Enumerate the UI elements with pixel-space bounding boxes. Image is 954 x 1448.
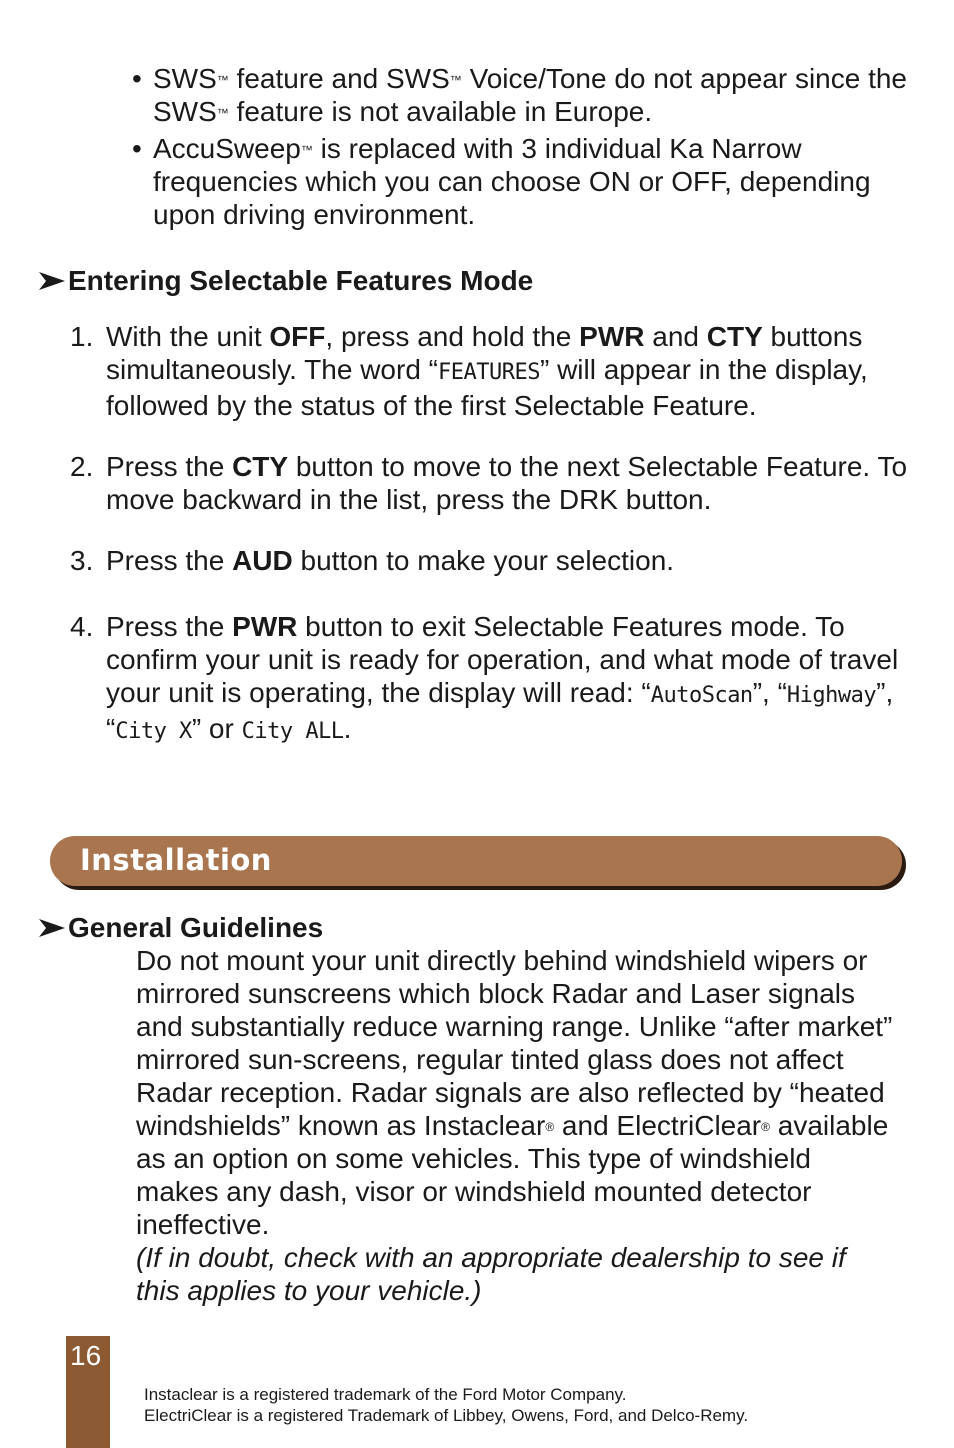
trademark-symbol: ™ bbox=[216, 73, 229, 87]
section-heading bbox=[38, 911, 323, 944]
bold-term: AUD bbox=[232, 545, 293, 576]
registered-symbol: ® bbox=[761, 1120, 770, 1134]
step-number: 1. bbox=[70, 321, 94, 352]
bullet-item bbox=[132, 132, 932, 231]
text-run: is replaced with 3 individual Ka Narrow frequencies which you can choose ON or OFF, depending upon driving environment. bbox=[153, 133, 871, 230]
text-run: ” will appear in the display, followed by the status of the first Selectable Feature. bbox=[106, 354, 868, 421]
trademark-symbol: ™ bbox=[300, 143, 313, 157]
bold-term: CTY bbox=[706, 321, 763, 352]
trademark-symbol: ™ bbox=[216, 106, 229, 120]
step-item bbox=[70, 610, 910, 748]
step-item bbox=[70, 450, 910, 516]
arrowhead-icon bbox=[38, 264, 68, 297]
step-number: 4. bbox=[70, 611, 94, 642]
section-heading bbox=[38, 264, 533, 297]
text-run: , press and hold the bbox=[325, 321, 580, 352]
text-run: button to move to the next Selectable Feature. To move backward in the list, press the DRK button. bbox=[106, 451, 908, 515]
bold-term: OFF bbox=[269, 321, 326, 352]
text-run: Press the bbox=[106, 545, 233, 576]
italic-note: (If in doubt, check with an appropriate dealership to see if this applies to your vehicle.) bbox=[136, 1242, 846, 1306]
page-number-tab bbox=[66, 1336, 110, 1448]
bullet-list bbox=[132, 62, 932, 235]
display-text: AutoScan bbox=[650, 683, 753, 708]
text-run: Press the bbox=[106, 451, 233, 482]
bullet-marker: • bbox=[132, 63, 142, 94]
arrowhead-icon bbox=[38, 911, 68, 944]
text-run: and ElectriClear bbox=[554, 1110, 762, 1141]
bullet-marker: • bbox=[132, 133, 142, 164]
text-run: Do not mount your unit directly behind windshield wipers or mirrored sunscreens which block Radar and Laser signals and substantially reduce warning range. Unlike “after market” mirrored sun-screens, regular tinted glass does not affect Radar reception. Radar signals are also reflected by “heated windshields” known as Instaclear bbox=[136, 945, 893, 1141]
banner-title: Installation bbox=[80, 843, 272, 877]
text-run: available as an option on some vehicles. This type of windshield makes any dash, visor or windshield mounted detector ineffective. bbox=[136, 1110, 889, 1240]
section-heading-text: Entering Selectable Features Mode bbox=[68, 265, 534, 296]
text-run: ”, “ bbox=[106, 677, 894, 744]
text-run: With the unit bbox=[106, 321, 270, 352]
text-run: feature and SWS bbox=[228, 63, 450, 94]
page-number: 16 bbox=[70, 1340, 102, 1371]
text-run: and bbox=[644, 321, 707, 352]
steps-list bbox=[70, 320, 910, 748]
step-number: 3. bbox=[70, 545, 94, 576]
bold-term: CTY bbox=[232, 451, 289, 482]
section-heading-text: General Guidelines bbox=[68, 912, 324, 943]
bullet-item bbox=[132, 62, 932, 128]
text-run: button to exit Selectable Features mode. To confirm your unit is ready for operation, and what mode of travel your unit is operating, the display will read: “ bbox=[106, 611, 899, 708]
text-run: Voice/Tone do not appear since the SWS bbox=[153, 63, 908, 127]
text-run: Press the bbox=[106, 611, 233, 642]
trademark-symbol: ™ bbox=[449, 73, 462, 87]
bold-term: PWR bbox=[579, 321, 645, 352]
footnotes bbox=[144, 1384, 934, 1426]
footnote: Instaclear is a registered trademark of the Ford Motor Company. bbox=[144, 1385, 627, 1404]
text-run: feature is not available in Europe. bbox=[228, 96, 653, 127]
step-item bbox=[70, 320, 910, 422]
step-number: 2. bbox=[70, 451, 94, 482]
text-run: AccuSweep bbox=[153, 133, 301, 164]
bold-term: PWR bbox=[232, 611, 298, 642]
display-text: Highway bbox=[786, 683, 877, 708]
step-item bbox=[70, 544, 910, 577]
footnote: ElectriClear is a registered Trademark of Libbey, Owens, Ford, and Delco-Remy. bbox=[144, 1406, 749, 1425]
display-text: FEATURES bbox=[438, 360, 540, 385]
text-run: button to make your selection. bbox=[292, 545, 675, 576]
text-run: buttons simultaneously. The word “ bbox=[106, 321, 863, 385]
installation-banner bbox=[50, 836, 902, 886]
text-run: ” or bbox=[191, 713, 242, 744]
text-run: ”, “ bbox=[752, 677, 787, 708]
text-run: . bbox=[343, 713, 352, 744]
registered-symbol: ® bbox=[545, 1120, 555, 1134]
guidelines-paragraph bbox=[136, 944, 896, 1307]
display-text: City X bbox=[115, 719, 192, 744]
text-run: SWS bbox=[153, 63, 217, 94]
display-text: City ALL bbox=[241, 719, 344, 744]
